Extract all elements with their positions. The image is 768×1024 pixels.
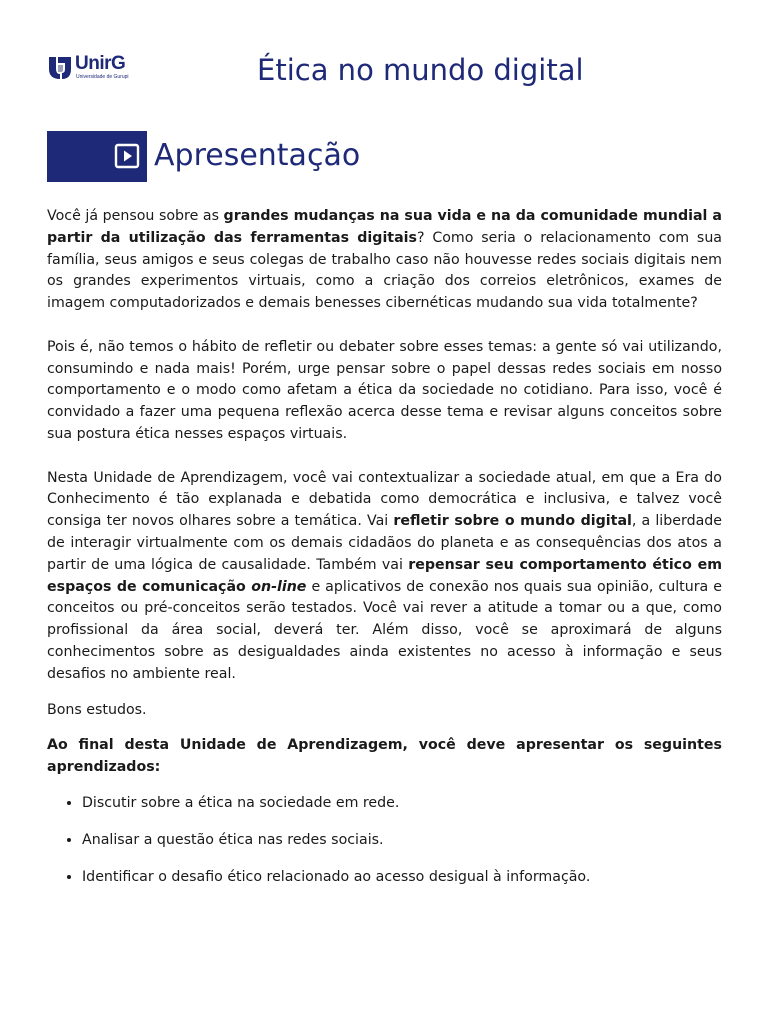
university-logo <box>47 54 147 84</box>
page-header <box>47 50 722 90</box>
unit-text-f: e aplicativos de conexão nos quais sua opinião, cultura e conceitos ou pré-conceitos serão testados. Você vai rever a atitude a tomar ou a que, como profissional da área social, deverá ter. Além disso, você se aproximará de alguns conhecimentos sobre as desigualdades ainda existentes no acesso à informação e seus desafios no ambiente real. <box>47 578 722 682</box>
logo-emblem-icon <box>47 54 73 80</box>
presentation-content <box>47 206 722 903</box>
logo-name: UnirG <box>75 53 126 74</box>
objectives-intro <box>47 735 722 779</box>
objectives-list <box>47 793 722 888</box>
play-icon <box>114 143 140 169</box>
section-title: Apresentação <box>154 138 361 173</box>
list-item: • Discutir sobre a ética na sociedade em rede. <box>82 793 722 815</box>
unit-text-a: Nesta Unidade de Aprendizagem, você vai contextualizar a sociedade atual, em que a Era do Conhecimento é tão explanada e debatida como democrática e inclusiva, e talvez você consiga ter novos olhares sobre a temática. Vai <box>47 469 722 530</box>
objectives-intro-text: Ao final desta Unidade de Aprendizagem, você deve apresentar os seguintes aprendizados: <box>47 737 722 776</box>
reflection-paragraph: Pois é, não temos o hábito de refletir ou debater sobre esses temas: a gente só vai utilizando, consumindo e nada mais! Porém, urge pensar sobre o papel dessas redes sociais em nosso comportamento e o modo como afetam a ética da sociedade no cotidiano. Para isso, você é convidado a fazer uma pequena reflexão acerca desse tema e revisar alguns conceitos sobre sua postura ética nesses espaços virtuais. <box>47 338 722 442</box>
intro-text-a: Você já pensou sobre as <box>47 208 224 224</box>
intro-text-bold: grandes mudanças na sua vida e na da comunidade mundial a partir da utilização das ferramentas digitais <box>47 208 722 246</box>
section-header <box>47 131 547 182</box>
online-term: on-line <box>251 578 307 595</box>
intro-paragraph <box>47 206 722 315</box>
unit-text-bold-1: refletir sobre o mundo digital <box>393 513 632 530</box>
intro-text-c: ? Como seria o relacionamento com sua família, seus amigos e seus colegas de trabalho caso não houvesse redes sociais digitais nem os grandes experimentos virtuais, como a criação dos correios eletrônicos, exames de imagem computadorizados e demais benesses cibernéticas mudando sua vida totalmente? <box>47 229 723 312</box>
unit-text-bold-italic <box>251 579 306 595</box>
closing-paragraph: Bons estudos. <box>47 701 147 718</box>
list-item: • Analisar a questão ética nas redes sociais. <box>82 830 722 852</box>
list-item: • Identificar o desafio ético relacionado ao acesso desigual à informação. <box>82 867 722 889</box>
document-title: Ética no mundo digital <box>257 53 584 87</box>
unit-text-c: , a liberdade de interagir virtualmente com os demais cidadãos do planeta e as consequências dos atos a partir de uma lógica de causalidade. Também vai <box>47 513 722 573</box>
unit-text-bold-2: repensar seu comportamento ético em espaços de comunicação <box>47 556 722 595</box>
unit-paragraph <box>47 468 722 686</box>
logo-subtitle: Universidade de Gurupi <box>76 74 129 80</box>
